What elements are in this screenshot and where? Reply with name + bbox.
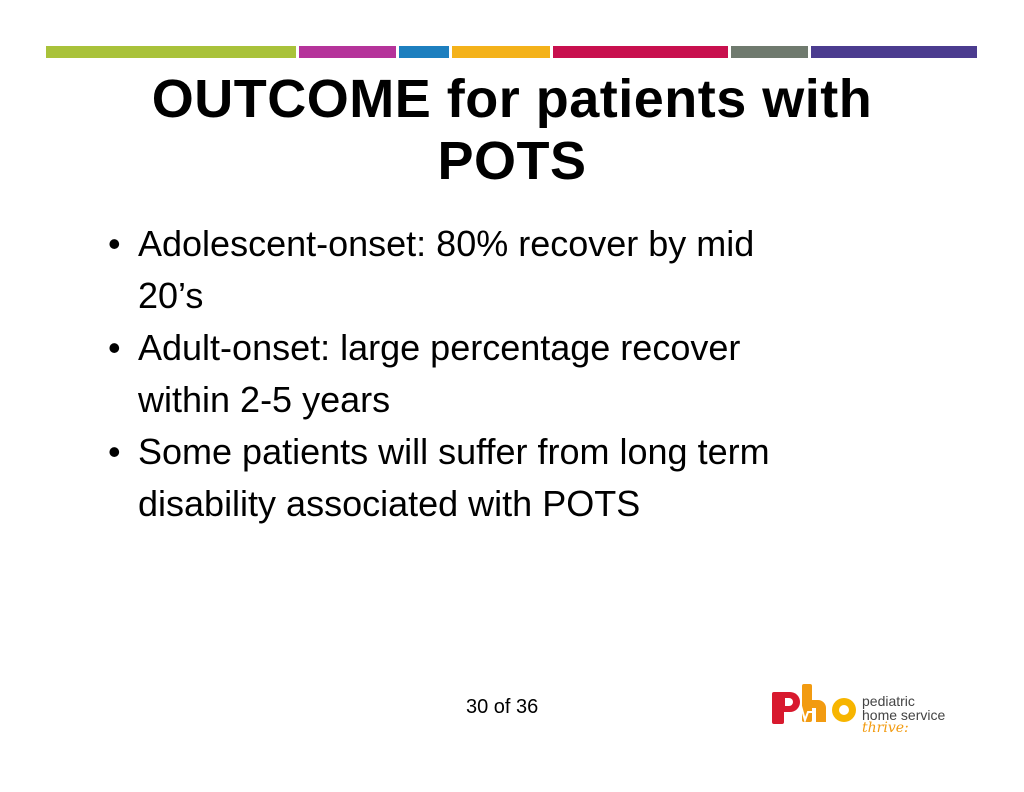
bullet-text-line1: • Adult-onset: large percentage recover: [138, 327, 741, 368]
logo-tagline: thrive:: [862, 720, 909, 736]
bullet-text-line2: disability associated with POTS: [138, 483, 641, 524]
stripe-gray: [731, 46, 808, 58]
stripe-red: [553, 46, 728, 58]
stripe-yellow: [452, 46, 550, 58]
bullet-item: [108, 426, 868, 530]
page-number: 30 of 36: [466, 696, 539, 718]
bullet-text-line2: 20’s: [138, 275, 204, 316]
bullet-text-line1: • Adolescent-onset: 80% recover by mid: [138, 223, 755, 264]
slide-title-line1: OUTCOME for patients with: [151, 69, 873, 129]
logo-name-line1: pediatric: [862, 693, 915, 709]
stripe-purple: [811, 46, 977, 58]
bullet-item: [108, 218, 868, 322]
logo-name-line2: home service: [862, 707, 946, 723]
bullet-list: [108, 218, 868, 530]
bullet-item: [108, 322, 868, 426]
slide-title-line2: POTS: [437, 131, 587, 191]
stripe-magenta: [299, 46, 396, 58]
bullet-text-line1: • Some patients will suffer from long term: [138, 431, 770, 472]
slide-title: [120, 68, 904, 192]
bullet-text-line2: within 2-5 years: [138, 379, 391, 420]
stripe-blue: [399, 46, 449, 58]
stripe-green: [46, 46, 296, 58]
